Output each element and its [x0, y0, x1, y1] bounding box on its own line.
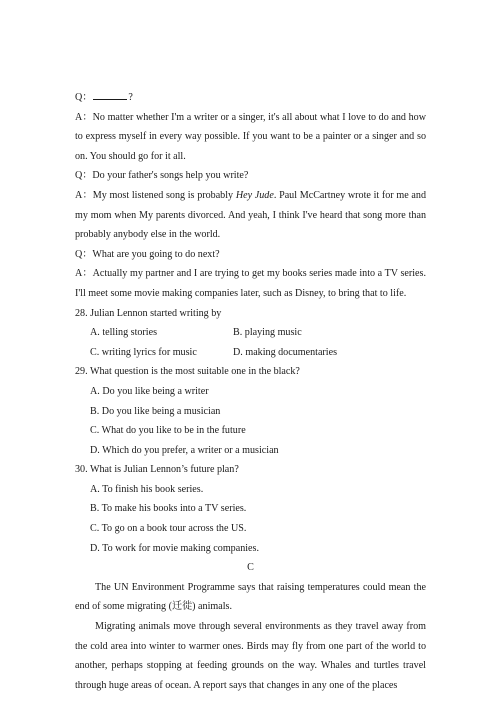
interview-answer-2: [75, 186, 426, 245]
question-28-options-row-1: [75, 323, 426, 343]
option-28-a: A. telling stories: [90, 327, 158, 339]
option-30-b: B. To make his books into a TV series.: [90, 503, 247, 515]
question-29-stem: 29. What question is the most suitable one in the black?: [75, 366, 300, 378]
option-29-c: C. What do you like to be in the future: [90, 425, 246, 437]
answer-2-after: . Paul McCartney wrote it for me and my mom when My parents divorced. And yeah, I think I've heard that song more than probably anybody else in the world.: [75, 189, 427, 241]
question-mark: ?: [128, 92, 133, 103]
option-29-a: A. Do you like being a writer: [90, 385, 209, 397]
section-c-paragraph-2: Migrating animals move through several environments as they travel away from the cold area into winter to warmer ones. Birds may fly from one part of the world to another, perhaps stopping at feeding grounds on the way. Whales and turtles travel through huge areas of ocean. A report says that changes in any one of the places: [75, 621, 426, 691]
question-28-options-row-2: [75, 343, 426, 363]
page-content: [75, 88, 426, 695]
question-30-stem: 30. What is Julian Lennon’s future plan?: [75, 464, 239, 476]
section-c-paragraph-1: The UN Environment Programme says that raising temperatures could mean the end of some migrating (迁徙) animals.: [75, 581, 426, 613]
option-28-b: B. playing music: [233, 327, 302, 339]
option-30-c: C. To go on a book tour across the US.: [90, 523, 247, 535]
option-30-a: A. To finish his book series.: [90, 483, 204, 495]
interview-answer-1: A：No matter whether I'm a writer or a singer, it's all about what I love to do and how to express myself in every way possible. If you want to be a painter or a singer and so on. You should go for it all.: [75, 111, 426, 162]
question-28-stem: 28. Julian Lennon started writing by: [75, 307, 222, 319]
song-title: Hey Jude: [235, 189, 274, 201]
option-28-c: C. writing lyrics for music: [90, 346, 197, 358]
answer-blank: [93, 89, 127, 100]
interview-answer-3: A：Actually my partner and I are trying to get my books series made into a TV series. I'll meet some movie making companies later, such as Disney, to bring that to life.: [75, 268, 426, 299]
option-28-d: D. making documentaries: [233, 346, 337, 358]
interview-question-blank: [75, 88, 426, 108]
answer-2-before: A：My most listened song is probably: [75, 189, 236, 201]
option-29-d: D. Which do you prefer, a writer or a musician: [90, 444, 279, 456]
interview-question-3: Q：What are you going to do next?: [75, 248, 220, 260]
interview-question-2: Q：Do your father's songs help you write?: [75, 170, 249, 182]
section-c-heading: C: [247, 562, 254, 574]
option-29-b: B. Do you like being a musician: [90, 405, 221, 417]
option-30-d: D. To work for movie making companies.: [90, 542, 259, 554]
q-label: Q：: [75, 92, 93, 103]
